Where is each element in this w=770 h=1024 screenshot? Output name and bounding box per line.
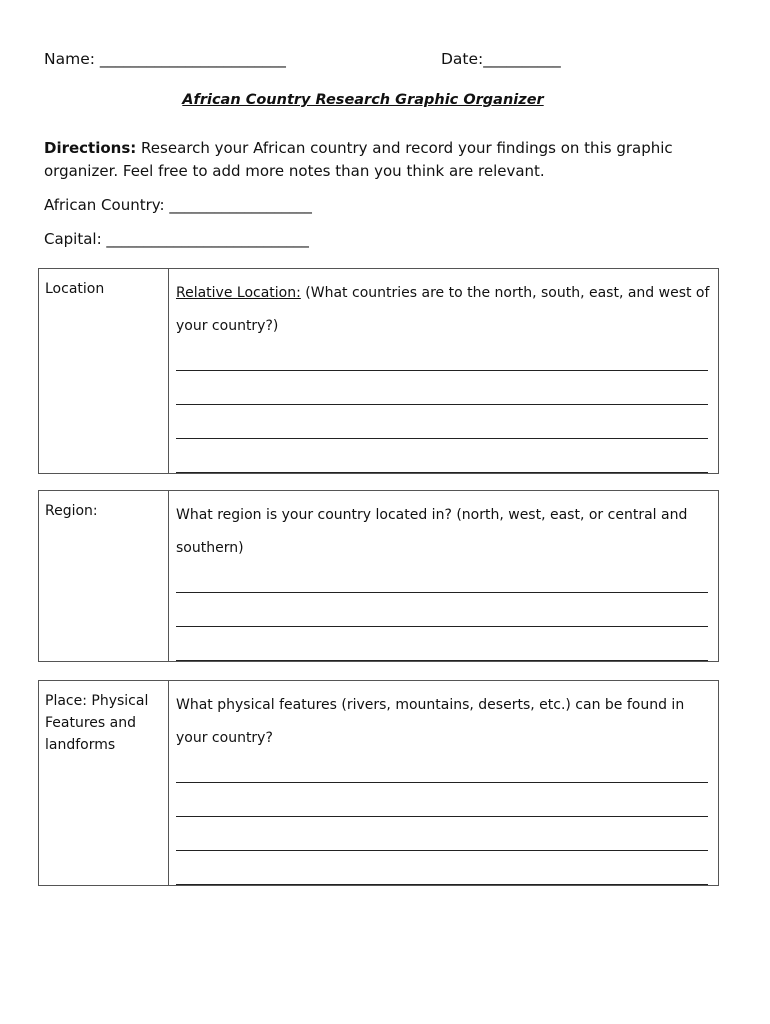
directions-heading: Directions: bbox=[44, 139, 137, 157]
answer-line[interactable] bbox=[176, 438, 708, 439]
region-question: What region is your country located in? (north, west, east, or central and southern) bbox=[176, 507, 688, 556]
name-field-label[interactable]: Name: ________________________ bbox=[44, 50, 286, 68]
date-field-label[interactable]: Date:__________ bbox=[441, 50, 561, 68]
location-question bbox=[176, 277, 712, 343]
answer-line[interactable] bbox=[176, 816, 708, 817]
answer-line[interactable] bbox=[176, 884, 708, 885]
answer-line[interactable] bbox=[176, 404, 708, 405]
answer-line[interactable] bbox=[176, 626, 708, 627]
capital-field[interactable]: Capital: ___________________________ bbox=[44, 230, 309, 248]
answer-line[interactable] bbox=[176, 850, 708, 851]
answer-line[interactable] bbox=[176, 370, 708, 371]
answer-line[interactable] bbox=[176, 472, 708, 473]
answer-line[interactable] bbox=[176, 782, 708, 783]
place-question: What physical features (rivers, mountains, deserts, etc.) can be found in your country? bbox=[176, 697, 685, 746]
answer-line[interactable] bbox=[176, 592, 708, 593]
answer-line[interactable] bbox=[176, 660, 708, 661]
relative-location-heading: Relative Location: bbox=[176, 285, 301, 301]
region-answer-area[interactable] bbox=[169, 491, 719, 662]
region-section bbox=[38, 490, 719, 662]
african-country-field[interactable]: African Country: ___________________ bbox=[44, 196, 312, 214]
place-answer-area[interactable] bbox=[169, 681, 719, 886]
place-section bbox=[38, 680, 719, 886]
region-label: Region: bbox=[39, 491, 169, 662]
location-answer-area[interactable] bbox=[169, 269, 719, 474]
location-section bbox=[38, 268, 719, 474]
directions-text: Research your African country and record your findings on this graphic organizer. Feel free to add more notes than you think are relevant. bbox=[44, 139, 673, 180]
directions-paragraph bbox=[44, 137, 724, 183]
location-label: Location bbox=[39, 269, 169, 474]
worksheet-title: African Country Research Graphic Organizer bbox=[182, 92, 544, 108]
location-question-text: (What countries are to the north, south, east, and west of your country?) bbox=[176, 285, 710, 334]
place-label: Place: Physical Features and landforms bbox=[39, 681, 169, 886]
